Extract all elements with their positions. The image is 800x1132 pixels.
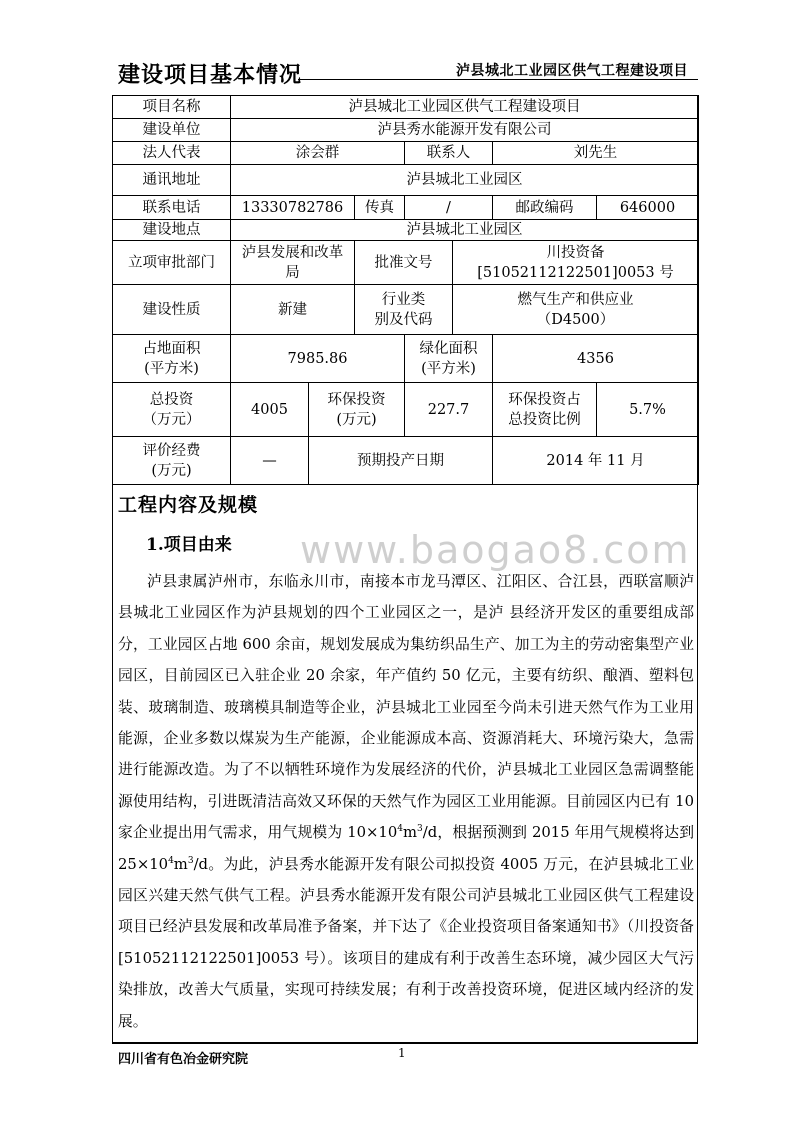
project-name-label: 项目名称 — [113, 96, 231, 119]
total-invest-label-line2: （万元） — [142, 411, 201, 428]
site-label: 建设地点 — [113, 220, 231, 241]
project-background-paragraph — [118, 566, 694, 1037]
total-invest-label-line1: 总投资 — [149, 391, 194, 408]
phone-label: 联系电话 — [113, 196, 231, 220]
address-label: 通讯地址 — [113, 165, 231, 196]
env-ratio-label-line1: 环保投资占 — [508, 391, 581, 408]
industry-label — [355, 285, 453, 335]
table-row — [113, 119, 699, 142]
basic-info-table — [112, 95, 699, 485]
paragraph-text: 泸县隶属泸州市，东临永川市，南接本市龙马潭区、江阳区、合江县，西联富顺泸县城北工业园区作为泸县规划的四个工业园区之一，是泸 县经济开发区的重要组成部分，工业园区占地 600 余亩，规划发展成为集纺织品生产、加工为主的劳动密集型产业园区，目前园区已入驻企业 20 余家，年产值约 50 亿元，主要有纺织、酿酒、塑料包装、玻璃制造、玻璃模具制造等企业，泸县城北工业园至今尚未引进天然气作为工业用能源，企业多数以煤炭为生产能源，企业能源成本高、资源消耗大、环境污染大，急需进行能源改造。为了不以牺牲环境作为发展经济的代价，泸县城北工业园区急需调整能源使用结构，引进既清洁高效又环保的天然气作为园区工业用能源。目前园区内已有 10 家企业提出用气需求，用气规模为 10×10 — [118, 573, 694, 842]
table-row — [113, 285, 699, 335]
eval-fee-value: — — [231, 437, 309, 485]
green-area-value: 4356 — [493, 335, 699, 383]
table-row — [113, 220, 699, 241]
nature-label: 建设性质 — [113, 285, 231, 335]
env-invest-value: 227.7 — [405, 383, 493, 437]
land-area-value: 7985.86 — [231, 335, 405, 383]
approval-dept-value: 泸县发展和改革局 — [231, 241, 355, 285]
table-row — [113, 335, 699, 383]
footer-rule — [112, 1043, 698, 1044]
env-invest-label — [309, 383, 405, 437]
table-row — [113, 196, 699, 220]
green-area-label-line1: 绿化面积 — [419, 340, 478, 357]
nature-value: 新建 — [231, 285, 355, 335]
env-invest-label-line1: 环保投资 — [327, 391, 386, 408]
watermark: www.baogao8.com — [300, 528, 691, 572]
approval-no-label: 批准文号 — [355, 241, 453, 285]
total-invest-label — [113, 383, 231, 437]
approval-no-value — [453, 241, 699, 285]
contact-label: 联系人 — [405, 142, 493, 165]
table-row — [113, 241, 699, 285]
eval-fee-label-line2: (万元) — [151, 462, 192, 479]
land-area-label-line2: (平方米) — [144, 360, 199, 377]
industry-label-line2: 别及代码 — [374, 311, 433, 328]
legal-rep-value: 涂会群 — [231, 142, 405, 165]
land-area-label-line1: 占地面积 — [142, 340, 201, 357]
industry-value — [453, 285, 699, 335]
table-row — [113, 165, 699, 196]
env-ratio-label-line2: 总投资比例 — [508, 411, 581, 428]
env-invest-label-line2: (万元) — [336, 411, 377, 428]
green-area-label-line2: (平方米) — [421, 360, 476, 377]
start-date-value: 2014 年 11 月 — [493, 437, 699, 485]
green-area-label — [405, 335, 493, 383]
fax-value: / — [405, 196, 493, 220]
industry-label-line1: 行业类 — [381, 291, 426, 308]
superscript: 4 — [168, 855, 174, 866]
header-project-name: 泸县城北工业园区供气工程建设项目 — [456, 63, 688, 79]
project-name-value: 泸县城北工业园区供气工程建设项目 — [231, 96, 699, 119]
env-ratio-value: 5.7% — [597, 383, 699, 437]
start-date-label: 预期投产日期 — [309, 437, 493, 485]
phone-value: 13330782786 — [231, 196, 355, 220]
site-value: 泸县城北工业园区 — [231, 220, 699, 241]
approval-dept-label: 立项审批部门 — [113, 241, 231, 285]
page-number: 1 — [398, 1046, 406, 1060]
postcode-label: 邮政编码 — [493, 196, 597, 220]
paragraph-text: m — [403, 824, 418, 842]
contact-value: 刘先生 — [493, 142, 699, 165]
approval-no-line1: 川投资备 — [546, 244, 605, 261]
table-row — [113, 96, 699, 119]
footer-organization: 四川省有色冶金研究院 — [118, 1052, 249, 1067]
industry-line2: （D4500） — [536, 311, 615, 328]
section-title: 工程内容及规模 — [118, 494, 259, 516]
builder-value: 泸县秀水能源开发有限公司 — [231, 119, 699, 142]
industry-line1: 燃气生产和供应业 — [517, 291, 634, 308]
subsection-title: 1.项目由来 — [146, 535, 232, 555]
approval-no-line2: [51052112122501]0053 号 — [477, 264, 674, 281]
superscript: 3 — [187, 855, 194, 866]
eval-fee-label-line1: 评价经费 — [142, 442, 201, 459]
fax-label: 传真 — [355, 196, 405, 220]
table-row — [113, 383, 699, 437]
builder-label: 建设单位 — [113, 119, 231, 142]
superscript: 3 — [417, 824, 423, 835]
postcode-value: 646000 — [597, 196, 699, 220]
total-invest-value: 4005 — [231, 383, 309, 437]
legal-rep-label: 法人代表 — [113, 142, 231, 165]
env-ratio-label — [493, 383, 597, 437]
table-row — [113, 437, 699, 485]
land-area-label — [113, 335, 231, 383]
eval-fee-label — [113, 437, 231, 485]
document-title: 建设项目基本情况 — [118, 63, 303, 88]
paragraph-text: /d。为此，泸县秀水能源开发有限公司拟投资 4005 万元，在泸县城北工业园区兴建天然气供气工程。泸县秀水能源开发有限公司泸县城北工业园区供气工程建设项目已经泸县发展和改革局准予备案，并下达了《企业投资项目备案通知书》（川投资备[51052112122501]0053 号）。该项目的建成有利于改善生态环境，减少园区大气污染排放，改善大气质量，实现可持续发展；有利于改善投资环境，促进区域内经济的发展。 — [118, 855, 694, 1030]
paragraph-text: m — [173, 855, 188, 873]
paragraph-text: /d，根据预测到 2015 年用气规模将达到 25×10 — [118, 824, 694, 873]
superscript: 4 — [397, 824, 403, 835]
address-value: 泸县城北工业园区 — [231, 165, 699, 196]
table-row — [113, 142, 699, 165]
